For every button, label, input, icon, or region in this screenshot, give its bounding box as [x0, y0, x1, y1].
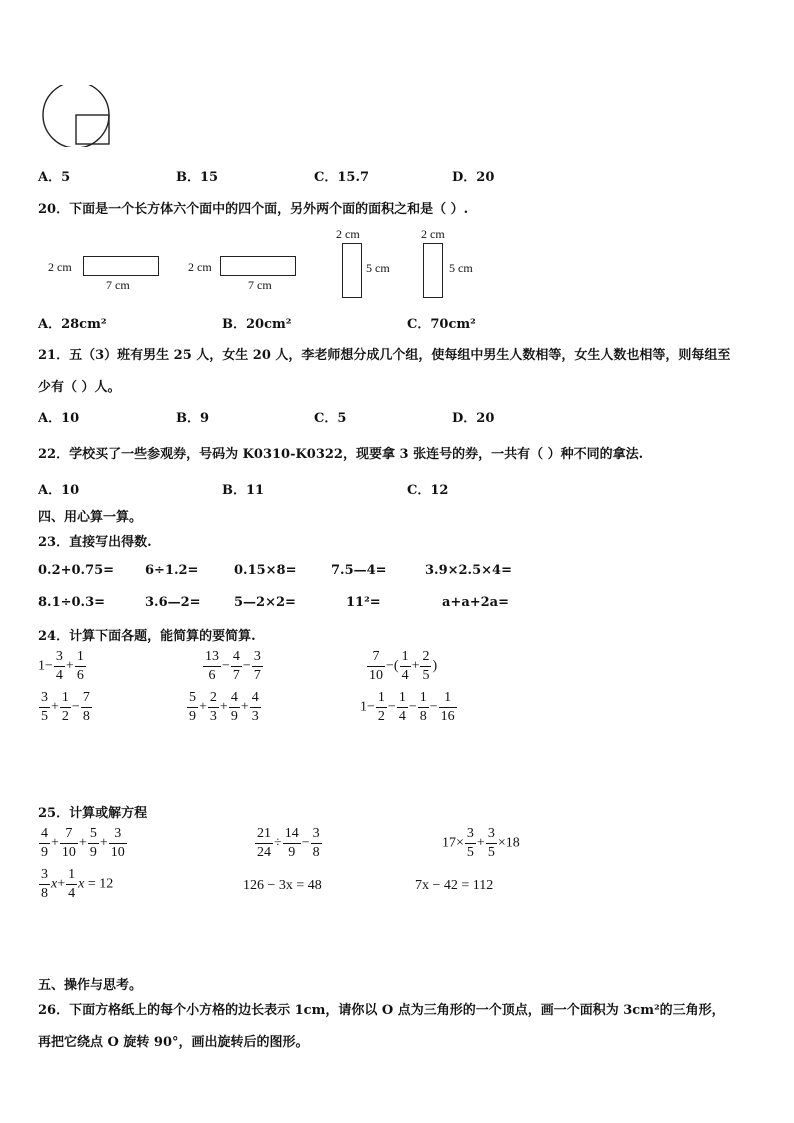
q24-expr-1: 1− $\frac{3}{4}$ + $\frac{1}{6}$ — [38, 649, 84, 683]
q21-question-line2: 少有（ ）人。 — [38, 380, 121, 395]
q21-question-line1: 21．五（3）班有男生 25 人，女生 20 人，李老师想分成几个组，使每组中男生人数相等，女生人数也相等，则每组至 — [38, 348, 731, 363]
q20-option-a: A．28cm² — [38, 317, 107, 332]
q23-item-7: 3.6—2= — [145, 595, 201, 610]
q24-expr-4: $\frac{3}{5}$ + $\frac{1}{2}$ − $\frac{7}{8}$ — [41, 690, 90, 724]
q22-option-c: C．12 — [407, 483, 449, 498]
q24-expr-6: 1− $\frac{1}{2}$ − $\frac{1}{4}$ − $\frac{1}{8}$ − $\frac{1}{16}$ — [360, 690, 455, 724]
q22-option-a: A．10 — [38, 483, 80, 498]
q26-question-line2: 再把它绕点 O 旋转 90°，画出旋转后的图形。 — [38, 1035, 309, 1050]
q23-item-3: 0.15×8= — [234, 563, 297, 578]
q21-option-b: B．9 — [176, 411, 210, 426]
q25-question: 25．计算或解方程 — [38, 806, 148, 821]
q23-item-5: 3.9×2.5×4= — [425, 563, 512, 578]
face1-rect — [83, 256, 159, 276]
face4-rect — [423, 243, 443, 298]
q25-expr-5: 126 − 3x = 48 — [243, 878, 322, 893]
q25-expr-4: $\frac{3}{8}$ x+ $\frac{1}{4}$ x = 12 — [41, 867, 114, 901]
section4-heading: 四、用心算一算。 — [38, 510, 143, 525]
face2-rect — [220, 256, 296, 276]
face4-height-label: 5 cm — [449, 261, 473, 275]
q25-expr-3: 17× $\frac{3}{5}$ + $\frac{3}{5}$ ×18 — [442, 826, 520, 860]
face1-height-label: 2 cm — [48, 260, 72, 274]
q23-item-2: 6÷1.2= — [145, 563, 199, 578]
q24-question: 24．计算下面各题，能简算的要简算. — [38, 629, 256, 644]
q23-item-1: 0.2+0.75= — [38, 563, 115, 578]
q22-option-b: B．11 — [222, 483, 265, 498]
q23-item-8: 5—2×2= — [234, 595, 296, 610]
section5-heading: 五、操作与思考。 — [38, 978, 143, 993]
face4-width-label: 2 cm — [421, 227, 445, 241]
q23-item-6: 8.1÷0.3= — [38, 595, 106, 610]
face3-rect — [342, 243, 362, 298]
q20-option-b: B．20cm² — [222, 317, 292, 332]
q24-expr-3: $\frac{7}{10}$ −( $\frac{1}{4}$ + $\frac{2}{5}$ ) — [369, 649, 438, 683]
q23-question: 23．直接写出得数. — [38, 535, 152, 550]
face2-width-label: 7 cm — [248, 278, 272, 292]
q22-question: 22．学校买了一些参观券，号码为 K0310-K0322，现要拿 3 张连号的券，一共有（ ）种不同的拿法. — [38, 447, 644, 462]
q24-expr-2: $\frac{13}{6}$ − $\frac{4}{7}$ − $\frac{3}{7}$ — [205, 649, 261, 683]
q19-option-c: C．15.7 — [314, 170, 370, 185]
face1-width-label: 7 cm — [106, 278, 130, 292]
q19-option-b: B．15 — [176, 170, 219, 185]
q21-option-a: A．10 — [38, 411, 80, 426]
q19-option-a: A．5 — [38, 170, 71, 185]
q20-option-c: C．70cm² — [407, 317, 476, 332]
face3-height-label: 5 cm — [366, 261, 390, 275]
q20-question: 20．下面是一个长方体六个面中的四个面，另外两个面的面积之和是（ ）. — [38, 202, 469, 217]
q26-question-line1: 26．下面方格纸上的每个小方格的边长表示 1cm，请你以 O 点为三角形的一个顶点，画一个面积为 3cm²的三角形， — [38, 1003, 725, 1018]
face2-height-label: 2 cm — [188, 260, 212, 274]
q21-option-c: C．5 — [314, 411, 347, 426]
q23-item-10: a+a+2a= — [442, 595, 509, 610]
q21-option-d: D．20 — [452, 411, 495, 426]
q25-expr-1: $\frac{4}{9}$ + $\frac{7}{10}$ + $\frac{5}{9}$ + $\frac{3}{10}$ — [41, 826, 125, 860]
q25-expr-6: 7x − 42 = 112 — [415, 878, 494, 893]
face3-width-label: 2 cm — [336, 227, 360, 241]
q23-item-9: 11²= — [346, 595, 381, 610]
circle-square-figure — [40, 85, 114, 147]
q24-expr-5: $\frac{5}{9}$ + $\frac{2}{3}$ + $\frac{4}{9}$ + $\frac{4}{3}$ — [189, 690, 259, 724]
q25-expr-2: $\frac{21}{24}$ ÷ $\frac{14}{9}$ − $\frac{3}{8}$ — [257, 826, 320, 860]
q23-item-4: 7.5—4= — [331, 563, 387, 578]
q19-option-d: D．20 — [452, 170, 495, 185]
